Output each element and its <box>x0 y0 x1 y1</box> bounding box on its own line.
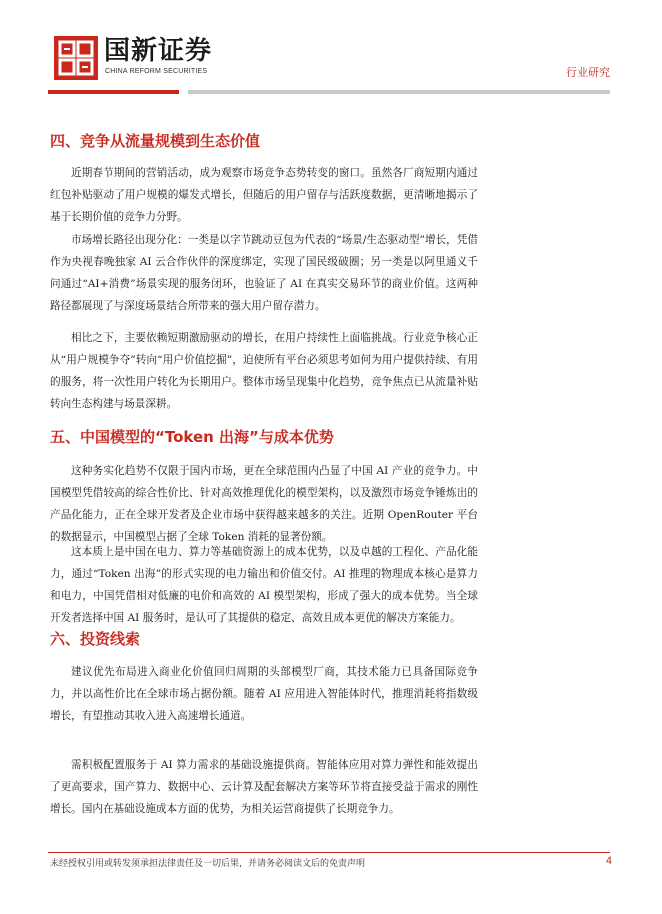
section-5-paragraph-2: 这本质上是中国在电力、算力等基础资源上的成本优势，以及卓越的工程化、产品化能力，通过“Token 出海”的形式实现的电力输出和价值交付。AI 推理的物理成本核心是算力和电力，中国凭借相对低廉的电价和高效的 AI 模型架构，形成了强大的成本优势。当全球开发者选择中国 AI 服务时，是认可了其提供的稳定、高效且成本更优的解决方案能力。 <box>50 546 478 624</box>
header-rule-gray <box>188 90 610 94</box>
section-5-paragraph-1: 这种务实化趋势不仅限于国内市场，更在全球范围内凸显了中国 AI 产业的竞争力。中国模型凭借较高的综合性价比、针对高效推理优化的模型架构，以及激烈市场竞争锤炼出的产品化能力，正在全球开发者及企业市场中获得越来越多的关注。近期 OpenRouter 平台的数据显示，中国模型占据了全球 Token 消耗的显著份额。 <box>50 465 478 543</box>
section-heading-5: 五、中国模型的“Token 出海”与成本优势 <box>50 428 334 446</box>
brand-name: 国新证券 <box>104 36 213 66</box>
section-4-paragraph-3: 相比之下，主要依赖短期激励驱动的增长，在用户持续性上面临挑战。行业竞争核心正从“用户规模争夺”转向“用户价值挖掘”，迫使所有平台必须思考如何为用户提供持续、有用的服务，将一次性用户转化为长期用户。整体市场呈现集中化趋势，竞争焦点已从流量补贴转向生态构建与场景深耕。 <box>50 332 478 410</box>
footer-rule <box>48 852 610 853</box>
header-rule-accent <box>48 90 179 94</box>
company-logo <box>54 36 98 80</box>
section-heading-4: 四、竞争从流量规模到生态价值 <box>50 132 261 150</box>
footer-disclaimer: 未经授权引用或转发须承担法律责任及一切后果，并请务必阅读文后的免责声明 <box>50 859 366 869</box>
section-4-paragraph-2: 市场增长路径出现分化：一类是以字节跳动豆包为代表的“场景/生态驱动型”增长，凭借作为央视春晚独家 AI 云合作伙伴的深度绑定，实现了国民级破圈；另一类是以阿里通义千问通过“AI+消费”场景实现的服务闭环，也验证了 AI 在真实交易环节的商业价值。这两种路径都展现了与深度场景结合所带来的强大用户留存潜力。 <box>50 234 478 312</box>
section-6-paragraph-2: 需积极配置服务于 AI 算力需求的基础设施提供商。智能体应用对算力弹性和能效提出了更高要求，国产算力、数据中心、云计算及配套解决方案等环节将直接受益于需求的刚性增长。国内在基础设施成本方面的优势，为相关运营商提供了长期竞争力。 <box>50 759 478 815</box>
page-number: 4 <box>605 855 612 867</box>
section-heading-6: 六、投资线索 <box>50 630 141 648</box>
brand-english-name: CHINA REFORM SECURITIES <box>105 68 208 75</box>
report-type-label: 行业研究 <box>566 66 610 79</box>
section-6-paragraph-1: 建议优先布局进入商业化价值回归周期的头部模型厂商，其技术能力已具备国际竞争力，并以高性价比在全球市场占据份额。随着 AI 应用进入智能体时代，推理消耗将指数级增长，有望推动其收入进入高速增长通道。 <box>50 666 478 722</box>
section-4-paragraph-1: 近期春节期间的营销活动，成为观察市场竞争态势转变的窗口。虽然各厂商短期内通过红包补贴驱动了用户规模的爆发式增长，但随后的用户留存与活跃度数据，更清晰地揭示了基于长期价值的竞争力分野。 <box>50 167 478 223</box>
